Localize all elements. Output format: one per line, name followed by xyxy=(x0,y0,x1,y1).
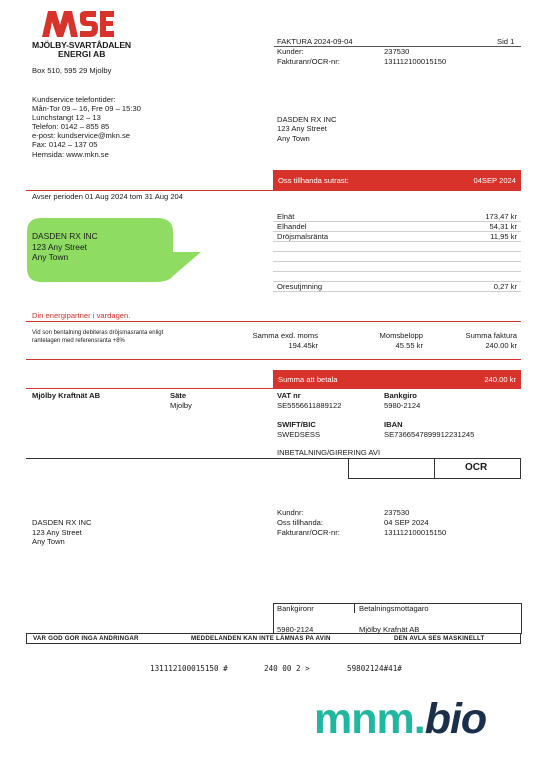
empty-row-divider xyxy=(273,261,521,262)
seat-label: Säte xyxy=(170,391,187,400)
recipient-address xyxy=(277,115,337,143)
recipient-street: 123 Any Street xyxy=(277,124,327,134)
payer-address xyxy=(32,518,92,547)
bubble-name: DASDEN RX INC xyxy=(32,231,98,241)
payer-street: 123 Any Street xyxy=(32,527,82,537)
amount-due-label: Summa att betala xyxy=(278,375,338,384)
rounding-divider xyxy=(273,291,521,292)
watermark xyxy=(314,694,486,744)
item-amount: 54,31 kr xyxy=(489,222,517,231)
footer-note-left: VAR GOD GOR INGA ANDRINGAR xyxy=(33,635,139,642)
item-label: Dröjsmalsränta xyxy=(277,232,329,241)
receiver-value: Mjölby Krafnät AB xyxy=(359,625,420,634)
receiver-label: Betalningsmottagaro xyxy=(359,604,429,613)
customer-number: 237530 xyxy=(384,47,410,56)
company-name-line1: MJÖLBY-SVARTÅDALEN xyxy=(32,40,131,50)
bankgironr-value: 5980-2124 xyxy=(277,625,314,634)
contact-line: Lunchstangt 12 – 13 xyxy=(32,113,101,123)
summary-excl-label: Samma exd. moms xyxy=(252,331,318,340)
footer-note-mid: MEDDELANDEN KAN INTE LÄMNAS PA AVIN xyxy=(191,635,331,642)
interest-note-line: Vid son bentalning debiteras dröjsmasranta enligt xyxy=(32,330,164,336)
contact-website[interactable]: Hemsida: www.mkn.se xyxy=(32,149,109,159)
tagline: Din energipartner i vardagen. xyxy=(32,311,131,320)
item-label: Elhandel xyxy=(277,222,307,231)
giro-footer-strip xyxy=(26,633,521,644)
giro-due-value: 04 SEP 2024 xyxy=(384,518,429,527)
bankgiro-value: 5980-2124 xyxy=(384,401,421,410)
company-address: Box 510, 595 29 Mjolby xyxy=(32,66,112,75)
giro-title: INBETALNING/GIRERING AVI xyxy=(277,448,381,457)
interest-note xyxy=(32,330,163,345)
giro-kundnr-value: 237530 xyxy=(384,508,410,517)
summary-vat-label: Momsbelopp xyxy=(379,331,423,340)
bank-company: Mjölby Kraftnät AB xyxy=(32,391,101,400)
iban-value: SE7366547899912231245 xyxy=(384,430,475,439)
summary-excl-value: 194.45kr xyxy=(288,341,318,350)
ocr-label: Fakturanr/OCR-nr: xyxy=(277,57,340,66)
company-name-line2: ENERGI AB xyxy=(58,49,106,59)
summary-vat-value: 45.55 kr xyxy=(395,341,423,350)
ocr-line-account: 59802124#41# xyxy=(347,664,402,673)
iban-label: IBAN xyxy=(384,420,403,429)
item-divider xyxy=(273,221,521,222)
bubble-street: 123 Any Street xyxy=(32,241,87,252)
giro-due-label: Oss tillhanda: xyxy=(277,518,324,527)
contact-line: Kundservice telefontider: xyxy=(32,95,116,104)
bubble-town: Any Town xyxy=(32,252,69,262)
address-bubble xyxy=(27,218,203,282)
rounding-amount: 0,27 kr xyxy=(493,282,517,291)
contact-email[interactable]: e-post: kundservice@mkn.se xyxy=(32,131,131,141)
tagline-divider xyxy=(26,321,521,322)
ocr-box xyxy=(433,458,521,479)
giro-ocr-label: Fakturanr/OCR-nr: xyxy=(277,528,340,537)
ocr-number: 131112100015150 xyxy=(384,57,447,66)
empty-row-divider xyxy=(273,251,521,252)
ocr-line-amount: 240 00 2 > xyxy=(264,664,310,673)
item-amount: 173,47 kr xyxy=(485,212,517,221)
billing-period: Avser perioden 01 Aug 2024 tom 31 Aug 204 xyxy=(32,192,184,201)
company-logo xyxy=(42,11,114,37)
ocr-box-label: OCR xyxy=(465,462,488,473)
giro-left-box xyxy=(348,458,435,479)
contact-fax: Fax: 0142 – 137 05 xyxy=(32,140,98,150)
summary-total-value: 240.00 kr xyxy=(485,341,517,350)
payer-town: Any Town xyxy=(32,537,65,547)
vat-number-label: VAT nr xyxy=(277,391,301,400)
swift-value: SWEDSESS xyxy=(277,430,321,439)
empty-row-divider xyxy=(273,271,521,272)
amount-due-bar xyxy=(273,370,521,389)
watermark-part1: mnm. xyxy=(314,695,425,743)
invoice-title: FAKTURA 2024-09-04 xyxy=(277,37,353,46)
seat-value: Mjolby xyxy=(170,401,192,410)
pay-divider xyxy=(26,388,521,389)
item-divider xyxy=(273,241,521,242)
item-label: Elnät xyxy=(277,212,295,221)
due-date: 04SEP 2024 xyxy=(473,176,516,185)
rounding-label: Oresutjmning xyxy=(277,282,323,291)
amount-due-value: 240.00 kr xyxy=(484,375,516,384)
period-divider xyxy=(26,190,521,191)
contact-phone: Telefon: 0142 – 855 85 xyxy=(32,122,110,132)
item-amount: 11,95 kr xyxy=(490,232,517,241)
contact-line: Mån-Tor 09 – 16, Fre 09 – 15:30 xyxy=(32,104,141,114)
giro-ocr-value: 131112100015150 xyxy=(384,528,447,537)
swift-label: SWIFT/BIC xyxy=(277,420,316,429)
due-label: Oss tillhanda sutrast: xyxy=(278,176,349,185)
recipient-town: Any Town xyxy=(277,133,310,143)
footer-note-right: DEN AVLA SES MASKINELLT xyxy=(394,635,485,642)
due-date-bar xyxy=(273,170,521,191)
ocr-line-reference: 131112100015150 # xyxy=(150,664,228,673)
watermark-part2: bio xyxy=(424,695,487,743)
page-number: Sid 1 xyxy=(497,37,515,46)
summary-divider xyxy=(26,359,521,360)
recipient-name: DASDEN RX INC xyxy=(277,115,337,124)
bankgironr-label: Bankgironr xyxy=(277,604,314,613)
bankgiro-label: Bankgiro xyxy=(384,391,417,400)
contact-block xyxy=(32,95,141,159)
bankgiro-box-divider xyxy=(354,603,355,613)
payer-name: DASDEN RX INC xyxy=(32,518,92,527)
vat-number-value: SE5556611889122 xyxy=(277,401,342,410)
bubble-text xyxy=(32,231,98,263)
customer-label: Kunder: xyxy=(277,47,304,56)
summary-total-label: Summa faktura xyxy=(465,331,517,340)
giro-kundnr-label: Kundnr: xyxy=(277,508,304,517)
company-logo-mark xyxy=(42,11,114,37)
interest-note-line: rantelagen med referensranta +8% xyxy=(32,337,125,344)
